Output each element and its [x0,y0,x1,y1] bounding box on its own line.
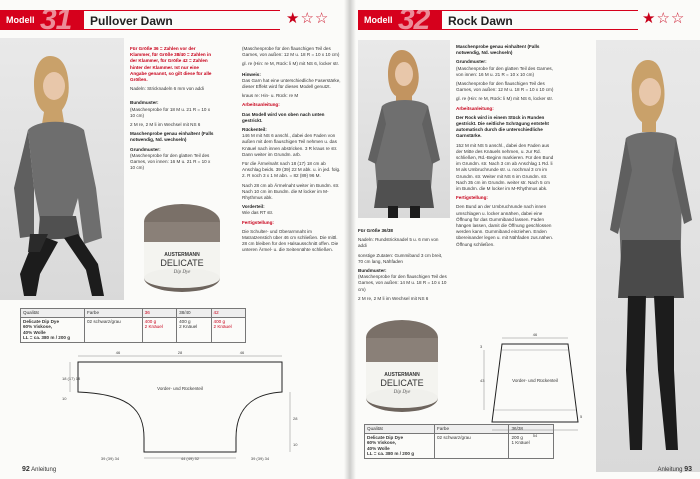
instructions-column-1 [130,46,216,174]
farbe-value: 02 schwarz/grau [85,317,143,342]
extras-text: sonstige Zutaten: Gummiband 3 cm breit, 70 cm lang, Nähfaden [358,252,443,264]
arbeit-text: 152 M mit NS 5 anschl., dabei den Faden aus der Mitte des Knäuels nehmen, u. zur Rd. schließen, Rd.-Beginn markieren. Für den Bund im Grundm. str. Nach 3 cm ab Anschlag 1 Rd. li M als Umbruchrunde str. u. nochmal 3 cm im Grundm. str. Weiter mit NS 6 im Grundm. str. Nach 35 cm im Grundm. weiter str. Nach 5 cm im Bundm. die M locker im M-Rhythmus abk. [456,142,554,192]
page-number: 93 [684,466,692,473]
amount-36-k: 2 Knäuel [144,324,163,330]
difficulty-stars [642,9,685,27]
dim-bottom-left: 39 (39) 34 [100,456,120,461]
bund-heading: Bundmuster: [358,268,387,274]
amount-k: 1 Knäuel [511,440,530,446]
yarn-name: DELICATE [160,258,204,268]
quality-line: LL = ca. 380 m / 200 g [367,451,415,457]
yarn-name: DELICATE [380,378,424,388]
th-size-38-40: 38/40 [177,309,211,318]
model-figure [358,40,450,218]
fertig-heading: Fertigstellung: [456,195,488,201]
maschenprobe-text: (Maschenprobe für den flauschigen Teil des Garnes, von außen: 12 M u. 18 R = 10 x 10 cm) [242,46,340,58]
grund-text: (Maschenprobe für den glatten Teil des Garnes, von innen: 16 M u. 21 R = 10 x 10 cm) [456,65,553,77]
dim-left-2: 10 [62,396,67,401]
amount-42-k: 2 Knäuel [213,324,232,330]
model-photo [0,38,124,300]
dim-left: 18 (17) 18 [62,376,81,381]
yarn-brand: AUSTERMANN [384,372,420,378]
grund-text: (Maschenprobe für den glatten Teil des Garnes, von innen: 16 M u. 21 R = 10 x 10 cm) [130,152,211,171]
amount-38-k: 2 Knäuel [179,324,198,330]
model-figure [0,38,124,300]
dim-bottom: 54 [532,433,538,438]
yarn-brand: AUSTERMANN [164,252,200,258]
needles-text: Nadeln: Stricknadeln 6 mm von addi [130,86,204,92]
th-farbe: Farbe [85,309,143,318]
dim-bottom-right: 39 (39) 34 [250,456,270,461]
arbeit-sub: Das Modell wird von oben nach unten gestrickt. [242,111,325,123]
yarn-ball-image [362,316,442,416]
model-title: Rock Dawn [442,10,638,30]
arbeit-heading: Arbeitsanleitung: [242,102,280,108]
maschen-heading: Maschenprobe genau einhalten! (Falls notwendig, Nd. wechseln) [130,131,214,143]
grund-text-2: (Maschenprobe für den flauschigen Teil des Garnes, von außen: 12 M u. 18 R = 10 x 10 cm) [456,81,554,93]
bund-text-2: 2 M re, 2 M li im Wechsel mit NS 6 [358,295,429,301]
arm-text: Für die Ärmelnaht nach 18 (17) 18 cm ab Anschlag beids. 39 (39) 22 M abk. u. in jed. folg. 2. R noch 3 x 1 M abn. = 82 (89) 96 M. [242,161,341,179]
modell-number: 31 [40,10,72,30]
model-header-31 [0,10,280,30]
bund-heading: Bundmuster: [130,100,159,106]
model-header-32 [358,10,638,30]
star-filled-icon: ★ [642,10,657,27]
ruecken-heading: Rückenteil: [242,127,267,133]
dim-left: 43 [480,378,485,383]
th-farbe: Farbe [435,425,509,434]
dim-left-2: 3 [480,344,483,349]
modell-number: 32 [398,10,430,30]
star-empty-icon: ☆ [656,10,671,27]
maschen-heading: Maschenprobe genau einhalten! (Falls notwendig, Nd. wechseln) [456,44,540,56]
model-photo-large [596,40,700,472]
dim-right: 28 [293,416,298,421]
th-size-36-38: 36/38 [509,425,554,434]
difficulty-stars [286,9,329,27]
amount-42-g: 400 g [213,318,226,324]
schematic-label: Vorder- und Rückenteil [157,386,203,391]
book-gutter [344,0,356,479]
dim-top: 46 [532,332,538,337]
model-title: Pullover Dawn [84,10,280,30]
dim-right: 5 [580,414,583,419]
instructions-column-1 [358,228,448,305]
skirt-schematic [480,330,590,440]
bund-text: (Maschenprobe für den flauschigen Teil des Garnes, von außen: 14 M u. 18 R = 10 x 10 cm) [358,274,447,292]
amount-36-g: 400 g [144,318,157,324]
farbe-value: 02 schwarz/grau [435,433,509,458]
th-size-42: 42 [211,309,245,318]
instructions-column-2 [456,44,554,251]
hinweis-text: Das Garn hat eine unterschiedliche Faserstärke, dieser Effekt wird für dieses Modell genutzt. [242,77,341,90]
amount-g: 200 g [511,434,523,440]
dim-top-left: 46 [115,350,121,355]
sizes-intro: Für Größe 36 = Zahlen vor der Klammer, für Größe 38/40 = Zahlen in der Klammer, für Größe 42 = Zahlen hinter der Klammer. Ist nur eine Angabe genannt, so gilt diese für alle Größen. [130,46,212,83]
quality-line: Delicate Dip Dye [23,318,59,324]
hinweis-heading: Hinweis: [242,71,261,77]
schematic-label: Vorder- und Rückenteil [512,378,558,383]
arbeit-sub: Der Rock wird in einem Stück in Runden gestrickt. Die seitliche Schrägung entsteht automatisch durch die unterschiedliche Garnstärke. [456,114,549,139]
needles-text: Nadeln: Rundstricknadel 5 u. 6 mm von addi [358,237,439,249]
page-number: 92 [22,466,30,473]
grund-heading: Grundmuster: [130,146,161,152]
yarn-sub: Dip Dye [173,270,191,275]
quality-line: LL = ca. 380 m / 200 g [23,335,71,341]
star-empty-icon: ☆ [300,10,315,27]
fertig-text: Den Bund an der Umbruchrunde nach innen umschlagen u. locker annähen, dabei eine Öffnung für das Gummiband lassen. Faden hängen lassen, damit die Öffnung geschlossen werden kann. Gummiband einziehen. Enden übereinander legen u. mit Nähfaden zus.nähen. Öffnung schließen. [456,204,554,247]
star-filled-icon: ★ [286,10,301,27]
th-quality: Qualität [365,425,435,434]
glatt-text: gl. re (Hin: re M, Rück: li M) mit NS 6, locker str. [242,61,339,67]
fertig-text: Die Schulter- und Oberarmnaht im Matratzenstich über 46 cm schließen. Die mittl. 28 cm bleiben für den Halsausschnitt offen. Die unteren Ärmel- u. die Seitennähte schließen. [242,228,339,253]
right-page [350,0,700,479]
model-photo-small [358,40,450,218]
pullover-schematic [60,350,300,462]
grund-heading: Grundmuster: [456,59,487,65]
arbeit-heading: Arbeitsanleitung: [456,105,494,111]
th-quality: Qualität [21,309,85,318]
page-footer-left [22,466,56,473]
quality-line: Delicate Dip Dye [367,434,403,440]
amount-38-g: 400 g [179,318,191,324]
footer-section: Anleitung [31,467,57,473]
ruecken-text: 146 M mit NS 6 anschl., dabei den Faden von außen mit dem flauschigen Teil nehmen u. das Knäuel nach innen abstricken. 3 R kraus re str. Dann weiter im Grundm. arb. [242,133,338,157]
model-figure [596,40,700,472]
modell-label: Modell [6,15,35,25]
instructions-column-2 [242,46,342,257]
bund-text-2: 2 M re, 2 M li im Wechsel mit NS 6 [130,122,201,128]
dim-top-mid: 28 [177,350,183,355]
kraus-text: kraus re: Hin- u. Rück: re M [242,93,299,99]
bund-text: (Maschenprobe für 18 M u. 21 R = 10 x 10 cm) [130,106,211,118]
footer-section: Anleitung [657,467,683,473]
vorder-text: Wie das RT str. [242,210,274,216]
quality-line: 40% Wolle [23,329,46,335]
th-size-36: 36 [142,309,176,318]
yarn-sub: Dip Dye [393,390,411,395]
star-empty-icon: ☆ [314,10,330,27]
fertig-heading: Fertigstellung: [242,219,274,225]
vorder-heading: Vorderteil: [242,204,265,210]
grund-text-3: gl. re (Hin: re M, Rück: li M) mit NS 6, locker str. [456,96,553,102]
dim-right-2: 10 [293,442,298,447]
size-label: Für Größe 36/38 [358,228,393,233]
quality-line: 60% Viskose, [23,324,53,330]
dim-top-right: 46 [239,350,245,355]
page-footer-right [658,466,693,473]
quality-line: 60% Viskose, [367,440,397,446]
naht-text: Nach 28 cm ab Ärmelnaht weiter im Bundm. str. Nach 10 cm im Bundm. die M locker im M-Rhythmus abk. [242,182,340,201]
star-empty-icon: ☆ [670,10,686,27]
quality-table [20,308,246,343]
yarn-ball-image [140,200,224,296]
modell-label: Modell [364,15,393,25]
quality-line: 40% Wolle [367,445,390,451]
dim-bottom-mid: 44 (49) 52 [180,456,200,461]
